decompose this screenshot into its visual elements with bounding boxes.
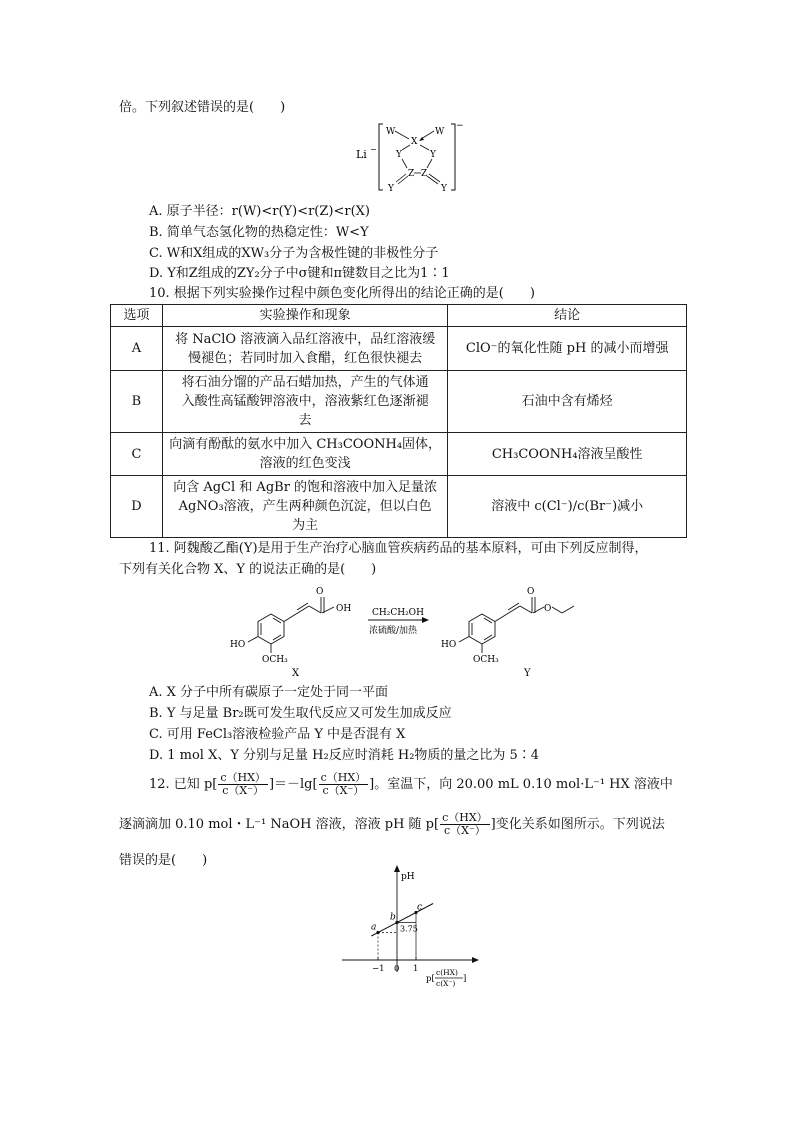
q9-stem-tail: 倍。下列叙述错误的是( ) bbox=[119, 100, 286, 115]
point-label-a: a bbox=[371, 922, 377, 933]
fraction-denominator: c（X⁻） bbox=[443, 824, 486, 837]
anion-charge: − bbox=[456, 121, 464, 131]
data-point-a bbox=[376, 931, 379, 934]
q9-option-c: C. W和X组成的XW₃分子为含极性键的非极性分子 bbox=[149, 246, 439, 261]
x-och3-label: OCH₃ bbox=[262, 655, 288, 665]
q12-text: 逐滴滴加 0.10 mol・L⁻¹ NaOH 溶液，溶液 pH 随 p[ bbox=[119, 817, 440, 832]
conclusion-cell: CH₃COONH₄溶液呈酸性 bbox=[448, 433, 687, 476]
q9-option-d: D. Y和Z组成的ZY₂分子中σ键和π键数目之比为1∶1 bbox=[149, 266, 450, 281]
x-axis-arrow bbox=[472, 957, 479, 963]
operation-line: 将 NaClO 溶液滴入品红溶液中，品红溶液缓 bbox=[175, 331, 436, 347]
data-point-b bbox=[395, 921, 398, 924]
q12-stem-line2 bbox=[119, 812, 665, 837]
fraction-denominator: c（X⁻） bbox=[222, 784, 265, 797]
y-axis-arrow bbox=[394, 865, 400, 872]
experiment-table bbox=[110, 304, 687, 538]
operation-cell bbox=[162, 327, 447, 371]
ph-chart bbox=[336, 862, 486, 992]
q10-stem: 10. 根据下列实验操作过程中颜色变化所得出的结论正确的是( ) bbox=[149, 286, 535, 301]
y-axis-label: pH bbox=[401, 872, 415, 882]
operation-line: 去 bbox=[298, 413, 312, 428]
option-cell: B bbox=[111, 371, 163, 433]
fraction-numerator: c（HX） bbox=[220, 771, 266, 784]
q11-option-c: C. 可用 FeCl₃溶液检验产品 Y 中是否混有 X bbox=[149, 727, 406, 742]
y-ester-o: O bbox=[544, 604, 552, 614]
q9-option-b: B. 简单气态氢化物的热稳定性：W<Y bbox=[149, 225, 369, 240]
operation-line: 慢褪色；若同时加入食醋，红色很快褪去 bbox=[188, 350, 423, 366]
z-right-label: Z bbox=[421, 169, 428, 179]
fraction-numerator: c（HX） bbox=[320, 771, 367, 784]
x-oh-label: OH bbox=[336, 604, 352, 614]
q11-stem-line2: 下列有关化合物 X、Y 的说法正确的是( ) bbox=[119, 562, 377, 577]
compound-x-label: X bbox=[292, 668, 300, 679]
table-header-cell: 实验操作和现象 bbox=[162, 305, 447, 327]
fraction bbox=[440, 812, 490, 837]
x-center-label: X bbox=[411, 137, 418, 147]
compound-y-label: Y bbox=[524, 668, 531, 679]
point-label-c: c bbox=[417, 902, 423, 913]
x-carbonyl-o: O bbox=[316, 587, 324, 597]
reagent-bottom: 浓硫酸/加热 bbox=[369, 626, 418, 636]
x-axis-label-num: c(HX) bbox=[436, 968, 458, 977]
q11-stem-line1: 11. 阿魏酸乙酯(Y)是用于生产治疗心脑血管疾病药品的基本原料，可由下列反应制得， bbox=[149, 541, 648, 556]
operation-line: 为主 bbox=[292, 518, 319, 533]
x-axis-label-den: c(X⁻) bbox=[436, 979, 456, 988]
operation-cell bbox=[162, 371, 447, 433]
table-row bbox=[111, 327, 687, 371]
w-right-label: W bbox=[435, 127, 445, 137]
operation-cell bbox=[162, 476, 447, 538]
x-axis-label-prefix: p[ bbox=[426, 974, 435, 984]
x-ho-label: HO bbox=[230, 640, 246, 650]
q9-option-a: A. 原子半径：r(W)<r(Y)<r(Z)<r(X) bbox=[149, 204, 370, 219]
w-left-label: W bbox=[386, 127, 396, 137]
table-header-cell: 选项 bbox=[111, 305, 163, 327]
reagent-top: CH₂CH₂OH bbox=[372, 608, 424, 618]
q12-text: ]＝－lg[ bbox=[268, 777, 318, 792]
reaction-scheme bbox=[226, 582, 596, 680]
x-tick-label: 1 bbox=[413, 964, 419, 974]
fraction bbox=[319, 772, 369, 797]
fraction-numerator: c（HX） bbox=[442, 811, 488, 824]
anion-structure-diagram bbox=[356, 118, 468, 198]
operation-line: 将石油分馏的产品石蜡加热，产生的气体通 bbox=[181, 375, 429, 390]
fraction bbox=[218, 772, 268, 797]
option-cell: D bbox=[111, 476, 163, 538]
operation-line: 向滴有酚酞的氨水中加入 CH₃COONH₄固体， bbox=[169, 437, 442, 452]
x-tick-label: 0 bbox=[394, 964, 400, 974]
point-label-b: b bbox=[390, 912, 396, 923]
y-left-ring-label: Y bbox=[396, 150, 402, 160]
q11-option-a: A. X 分子中所有碳原子一定处于同一平面 bbox=[149, 685, 389, 700]
annotation-375: 3.75 bbox=[400, 924, 418, 934]
option-cell: C bbox=[111, 433, 163, 476]
fraction-denominator: c（X⁻） bbox=[322, 784, 365, 797]
lithium-label: Li bbox=[356, 148, 367, 161]
operation-line: 入酸性高锰酸钾溶液中，溶液紫红色逐渐褪 bbox=[181, 394, 429, 409]
q11-option-d: D. 1 mol X、Y 分别与足量 H₂反应时消耗 H₂物质的量之比为 5∶4 bbox=[149, 748, 540, 763]
z-left-label: Z bbox=[408, 169, 415, 179]
q12-stem-line3: 错误的是( ) bbox=[119, 853, 208, 868]
y-right-ring-label: Y bbox=[430, 150, 436, 160]
q12-text: ]。室温下，向 20.00 mL 0.10 mol·L⁻¹ HX 溶液中 bbox=[369, 777, 673, 792]
y-bottom-left-label: Y bbox=[388, 184, 394, 194]
table-row bbox=[111, 476, 687, 538]
table-header-cell: 结论 bbox=[448, 305, 687, 327]
q11-option-b: B. Y 与足量 Br₂既可发生取代反应又可发生加成反应 bbox=[149, 706, 452, 721]
conclusion-cell: 石油中含有烯烃 bbox=[448, 371, 687, 433]
conclusion-cell: ClO⁻的氧化性随 pH 的减小而增强 bbox=[448, 327, 687, 371]
table-header-row bbox=[111, 305, 687, 327]
y-ho-label: HO bbox=[441, 640, 457, 650]
x-tick-label: −1 bbox=[372, 964, 385, 974]
option-cell: A bbox=[111, 327, 163, 371]
operation-line: AgNO₃溶液，产生两种颜色沉淀，但以白色 bbox=[178, 499, 432, 514]
operation-cell bbox=[162, 433, 447, 476]
x-axis-label-suffix: ] bbox=[463, 974, 467, 984]
table-row bbox=[111, 433, 687, 476]
q12-text: ]变化关系如图所示。下列说法 bbox=[490, 817, 665, 832]
y-bottom-right-label: Y bbox=[441, 184, 447, 194]
operation-line: 向含 AgCl 和 AgBr 的饱和溶液中加入足量浓 bbox=[173, 480, 438, 495]
molecule-y bbox=[459, 597, 574, 653]
q12-text: 12. 已知 p[ bbox=[149, 777, 218, 792]
lithium-charge: − bbox=[370, 145, 377, 154]
y-carbonyl-o: O bbox=[527, 587, 535, 597]
table-row bbox=[111, 371, 687, 433]
operation-line: 溶液的红色变浅 bbox=[259, 456, 351, 471]
molecule-x bbox=[248, 597, 334, 653]
conclusion-cell: 溶液中 c(Cl⁻)/c(Br⁻)减小 bbox=[448, 476, 687, 538]
q12-stem-line1 bbox=[149, 772, 673, 797]
y-och3-label: OCH₃ bbox=[473, 655, 499, 665]
